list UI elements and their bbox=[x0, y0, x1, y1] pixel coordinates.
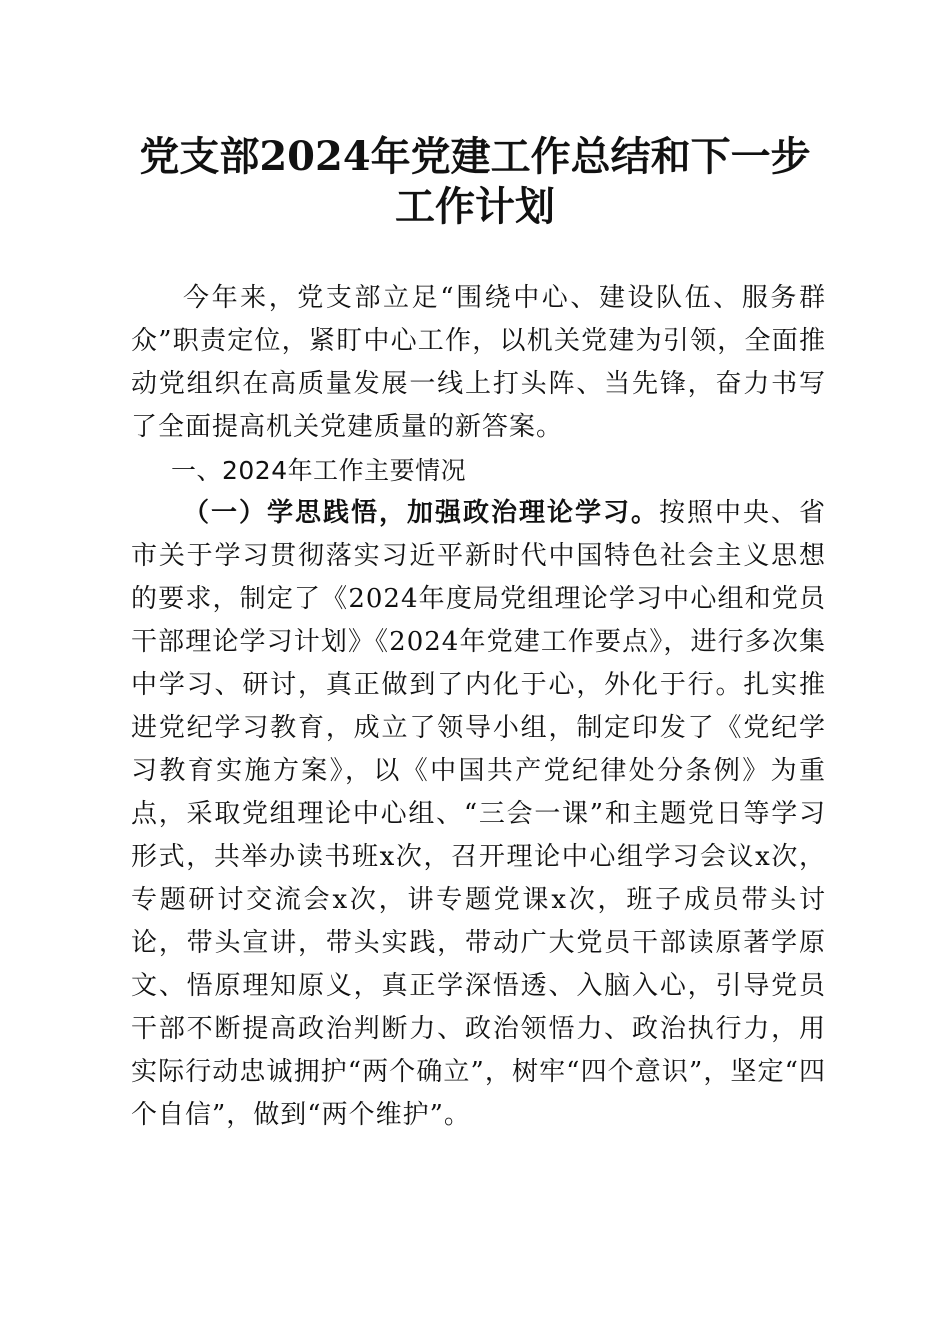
subsection-text: 按照中央、省市关于学习贯彻落实习近平新时代中国特色社会主义思想的要求，制定了《2024年度局党组理论学习中心组和党员干部理论学习计划》《2024年党建工作要点》，进行多次集中学习、研讨，真正做到了内化于心，外化于行。扎实推进党纪学习教育，成立了领导小组，制定印发了《党纪学习教育实施方案》，以《中国共产党纪律处分条例》为重点，采取党组理论中心组、“三会一课”和主题党日等学习形式，共举办读书班x次，召开理论中心组学习会议x次，专题研讨交流会x次，讲专题党课x次，班子成员带头讨论，带头宣讲，带头实践，带动广大党员干部读原著学原文、悟原理知原义，真正学深悟透、入脑入心，引导党员干部不断提高政治判断力、政治领悟力、政治执行力，用实际行动忠诚拥护“两个确立”，树牢“四个意识”，坚定“四个自信”，做到“两个维护”。 bbox=[131, 498, 826, 1130]
document-body bbox=[131, 277, 826, 1137]
document-title: 党支部2024年党建工作总结和下一步工作计划 bbox=[139, 133, 811, 230]
intro-paragraph: 今年来，党支部立足“围绕中心、建设队伍、服务群众”职责定位，紧盯中心工作，以机关党建为引领，全面推动党组织在高质量发展一线上打头阵、当先锋，奋力书写了全面提高机关党建质量的新答案。 bbox=[131, 283, 826, 442]
subsection-paragraph bbox=[131, 492, 826, 1137]
section-heading: 一、2024年工作主要情况 bbox=[171, 456, 467, 485]
subsection-lead: （一）学思践悟，加强政治理论学习。 bbox=[183, 498, 659, 528]
